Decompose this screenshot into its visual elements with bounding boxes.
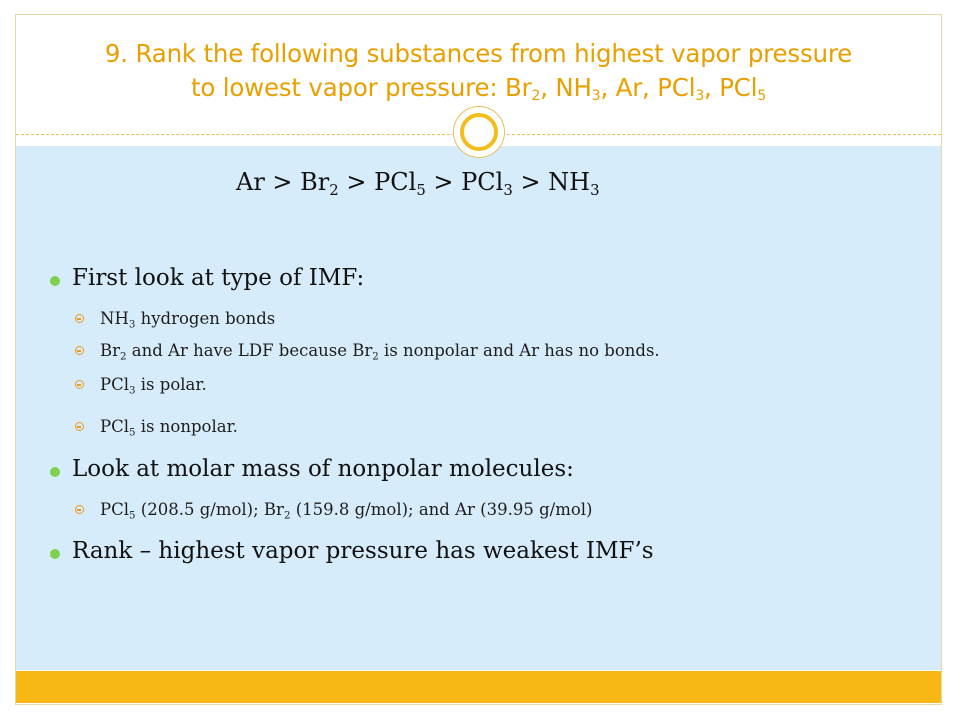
title-subscript: 3 [695, 88, 705, 104]
answer-text: Ar > Br [236, 168, 330, 196]
answer-subscript: 5 [416, 181, 426, 200]
text-run: Br [100, 341, 121, 360]
decorative-circle-icon [453, 106, 505, 158]
title-line-2 [16, 71, 941, 105]
title-subscript: 3 [591, 88, 601, 104]
title-text: , PCl [704, 73, 758, 102]
bullet-item [72, 456, 574, 482]
text-run: NH [100, 309, 129, 328]
subscript: 2 [283, 510, 291, 522]
sub-bullet-icon [75, 505, 84, 514]
text-run: PCl [100, 417, 130, 436]
bullet-text: Rank – highest vapor pressure has weakest IMF’s [72, 538, 654, 564]
bullet-dot-icon [50, 467, 60, 477]
sub-bullet-text [100, 500, 593, 522]
sub-bullet-text [100, 417, 238, 439]
subscript: 2 [120, 351, 127, 363]
text-run: PCl [100, 375, 130, 394]
subscript: 3 [128, 319, 136, 331]
text-run: is polar. [135, 375, 207, 394]
answer-text: > PCl [338, 168, 417, 196]
title-text: , Ar, PCl [600, 73, 696, 102]
sub-bullet-item [100, 500, 593, 522]
bullet-item [72, 538, 654, 564]
sub-bullet-icon [75, 346, 84, 355]
bullet-dot-icon [50, 549, 60, 559]
text-run: and Ar have LDF because Br [126, 341, 373, 360]
title-subscript: 5 [757, 88, 767, 104]
sub-bullet-icon [75, 422, 84, 431]
sub-bullet-text [100, 341, 660, 363]
bullet-dot-icon [50, 276, 60, 286]
title-subscript: 2 [531, 88, 541, 104]
title-text: to lowest vapor pressure: Br [190, 73, 532, 102]
sub-bullet-text [100, 309, 276, 331]
text-run: is nonpolar. [135, 417, 238, 436]
ring-icon [460, 113, 498, 151]
sub-bullet-item [100, 417, 238, 439]
sub-bullet-icon [75, 380, 84, 389]
title-line-1: 9. Rank the following substances from highest vapor pressure [104, 39, 853, 68]
answer-text: > NH [512, 168, 591, 196]
sub-bullet-text [100, 375, 207, 397]
answer-text: > PCl [425, 168, 504, 196]
bullet-text: Look at molar mass of nonpolar molecules: [72, 456, 574, 482]
answer-subscript: 2 [329, 181, 339, 200]
text-run: is nonpolar and Ar has no bonds. [378, 341, 660, 360]
sub-bullet-item [100, 341, 660, 363]
slide-title [16, 37, 941, 105]
sub-bullet-icon [75, 314, 84, 323]
content-area [16, 146, 941, 670]
subscript: 5 [129, 427, 136, 439]
answer-subscript: 3 [590, 181, 600, 200]
sub-bullet-item [100, 375, 207, 397]
bullet-item [72, 265, 364, 291]
bullet-text: First look at type of IMF: [72, 265, 365, 291]
text-run: (159.8 g/mol); and Ar (39.95 g/mol) [290, 500, 593, 519]
footer-bar [16, 671, 941, 703]
title-text: , NH [540, 73, 592, 102]
text-run: (208.5 g/mol); Br [135, 500, 284, 519]
subscript: 2 [372, 351, 379, 363]
ranking-answer [236, 168, 600, 200]
sub-bullet-item [100, 309, 276, 331]
subscript: 5 [129, 510, 136, 522]
answer-subscript: 3 [503, 181, 513, 200]
text-run: PCl [100, 500, 130, 519]
text-run: hydrogen bonds [135, 309, 276, 328]
subscript: 3 [129, 385, 136, 397]
